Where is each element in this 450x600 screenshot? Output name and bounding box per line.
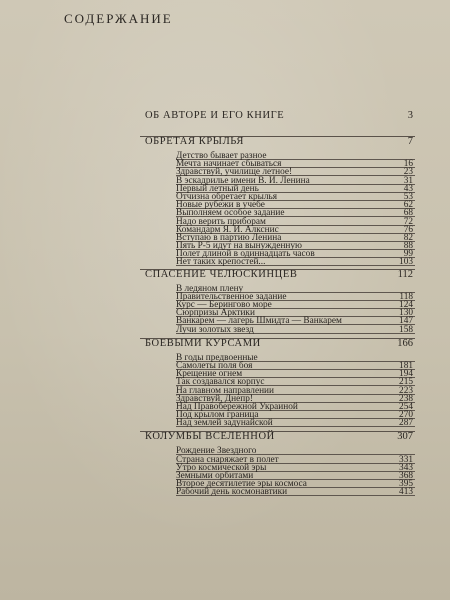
entry-page-number: 223: [399, 385, 413, 396]
entry-title: Отчизна обретает крылья: [176, 191, 278, 202]
entry-title: Над землей задунайской: [176, 418, 273, 429]
entry-page-number: 395: [399, 479, 413, 490]
toc-entries: [140, 152, 415, 267]
toc-section: [140, 338, 415, 428]
entry-title: Выполняем особое задание: [176, 208, 285, 219]
toc-entries: [140, 285, 415, 334]
entry-title: В ледяном плену: [176, 283, 244, 294]
entry-title: Рождение Звездного: [176, 446, 257, 457]
section-page-number: 112: [397, 268, 413, 280]
toc-entries: [140, 354, 415, 428]
entry-title: Здравствуй, училище летное!: [176, 167, 293, 178]
entry-title: Так создавался корпус: [176, 377, 265, 388]
table-of-contents: [140, 110, 415, 497]
section-page-number: 7: [407, 136, 413, 147]
toc-section-header: [140, 338, 415, 352]
toc-section: [140, 136, 415, 267]
toc-section-header: [140, 431, 415, 445]
entry-page-number: 16: [403, 159, 413, 170]
entry-title: Первый летный день: [176, 183, 259, 194]
entry-title: Вступаю в партию Ленина: [176, 232, 282, 243]
toc-entry: [140, 488, 415, 496]
toc-section-header: [140, 269, 415, 283]
entry-title: Самолеты поля боя: [176, 360, 253, 371]
entry-page-number: 254: [399, 401, 413, 412]
section-page-number: 3: [407, 110, 413, 121]
entry-page-number: 124: [399, 300, 413, 310]
toc-section-header: [140, 136, 415, 150]
entry-page-number: 158: [399, 324, 413, 335]
toc-entry: [140, 419, 415, 427]
entry-title: Нет таких крепостей...: [176, 257, 266, 268]
entry-page-number: 23: [403, 167, 413, 178]
entry-title: Надо верить приборам: [176, 216, 266, 227]
section-title: СПАСЕНИЕ ЧЕЛЮСКИНЦЕВ: [145, 268, 298, 280]
entry-page-number: 68: [403, 208, 413, 219]
entry-page-number: 118: [399, 291, 413, 302]
entry-title: На главном направлении: [176, 385, 275, 396]
entry-title: В эскадрилье имени В. И. Ленина: [176, 175, 310, 186]
entry-title: Полет длиной в одиннадцать часов: [176, 249, 315, 260]
section-page-number: 166: [397, 337, 413, 349]
section-title: КОЛУМБЫ ВСЕЛЕННОЙ: [145, 431, 275, 443]
entry-title: Земными орбитами: [176, 471, 254, 481]
entry-page-number: 72: [403, 216, 413, 227]
entry-page-number: 287: [399, 418, 413, 429]
entry-page-number: 238: [399, 393, 413, 404]
entry-page-number: 194: [399, 369, 413, 380]
toc-entry: [140, 326, 415, 334]
page-title: СОДЕРЖАНИЕ: [64, 11, 173, 26]
entry-title: Лучи золотых звезд: [176, 324, 254, 335]
entry-page-number: 82: [403, 232, 413, 243]
entry-title: Правительственное задание: [176, 291, 287, 302]
entry-title: Утро космической эры: [176, 462, 267, 473]
entry-page-number: 147: [399, 316, 413, 327]
entry-page-number: 215: [399, 377, 413, 388]
entry-title: Ванкарем — лагерь Шмидта — Ванкарем: [176, 316, 342, 327]
entry-title: Второе десятилетие эры космоса: [176, 479, 307, 490]
section-title: БОЕВЫМИ КУРСАМИ: [145, 337, 261, 349]
entry-title: Под крылом граница: [176, 410, 259, 421]
toc-section-header: [140, 110, 415, 124]
entry-page-number: 368: [399, 471, 413, 481]
entry-title: Сюрпризы Арктики: [176, 308, 255, 319]
entry-page-number: 88: [403, 241, 413, 252]
entry-title: В годы предвоенные: [176, 352, 258, 363]
entry-page-number: 331: [399, 454, 413, 465]
entry-page-number: 103: [399, 257, 413, 268]
entry-title: Новые рубежи в учебе: [176, 200, 265, 211]
toc-entries: [140, 447, 415, 496]
toc-section: [140, 431, 415, 496]
entry-page-number: 181: [399, 360, 413, 371]
entry-title: Над Правобережной Украиной: [176, 401, 298, 412]
entry-title: Пять Р-5 идут на вынужденную: [176, 241, 302, 252]
toc-section: [140, 269, 415, 334]
entry-page-number: 53: [403, 191, 413, 202]
entry-page-number: 413: [399, 487, 413, 498]
entry-page-number: 343: [399, 462, 413, 473]
toc-section: [140, 110, 415, 124]
entry-title: Крещение огнем: [176, 369, 243, 380]
entry-title: Мечта начинает сбываться: [176, 159, 282, 170]
entry-title: Страна снаряжает в полет: [176, 454, 279, 465]
toc-entry: [140, 258, 415, 266]
entry-title: Командарм Я. И. Алкснис: [176, 224, 279, 235]
entry-title: Детство бывает разное: [176, 151, 267, 161]
entry-title: Рабочий день космонавтики: [176, 487, 288, 498]
section-title: ОБ АВТОРЕ И ЕГО КНИГЕ: [145, 110, 285, 121]
entry-page-number: 43: [403, 183, 413, 194]
entry-title: Здравствуй, Днепр!: [176, 393, 253, 404]
entry-page-number: 31: [403, 175, 413, 186]
entry-page-number: 270: [399, 410, 413, 421]
entry-page-number: 62: [403, 200, 413, 211]
section-page-number: 307: [397, 431, 413, 443]
entry-page-number: 99: [403, 249, 413, 260]
entry-page-number: 76: [403, 224, 413, 235]
entry-title: Курс — Берингово море: [176, 300, 272, 310]
section-title: ОБРЕТАЯ КРЫЛЬЯ: [145, 136, 244, 147]
entry-page-number: 130: [399, 308, 413, 319]
